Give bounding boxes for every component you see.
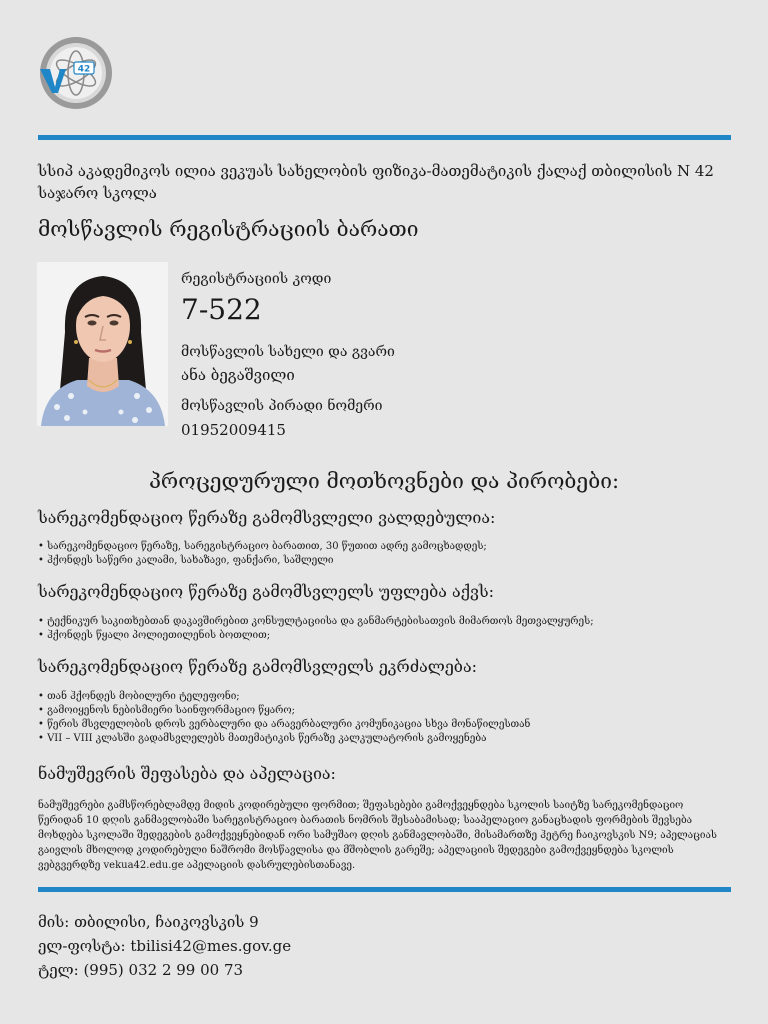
section-obligations-list [38,540,738,568]
list-item: • ჰქონდეს წყალი პოლიეთილენის ბოთლით; [38,629,738,643]
section-rights-list [38,615,738,643]
section-prohibitions-heading: სარეკომენდაციო წერაზე გამომსვლელს ეკრძალება: [38,657,477,676]
appeal-text: ნამუშევრები გამსწორებლამდე მიდის კოდირებული ფორმით; შეფასებები გამოქვეყნდება სკოლის საიტზე სარეკომენდაციო წერიდან 10 დღის განმავლობაში სარეგისტრაციო ბარათის ნომრის შესაბამისად; სააპელაციო განაცხადის ფორმების შევსება მოხდება სკოლაში შედეგების გამოქვეყნებიდან ორი სამუშაო დღის განმავლობაში, მისამართზე ჰეტრე ჩაიკოვსკის N9; აპელაციას გაივლის მხოლოდ კოდირებული ნაშრომი მოსწავლისა და მშობლის გარეშე; აპელაციის შედეგები გამოქვეყნდება სკოლის ვებგვერდზე vekua42.edu.ge აპელაციის დასრულებისთანავე. [38,800,717,871]
school-logo [36,35,116,111]
list-item: • წერის მსვლელობის დროს ვერბალური და არავერბალური კომუნიკაცია სხვა მონაწილესთან [38,718,738,732]
registration-code-label: რეგისტრაციის კოდი [181,271,332,287]
personal-number-label: მოსწავლის პირადი ნომერი [181,398,383,414]
contact-email: ელ-ფოსტა: tbilisi42@mes.gov.ge [38,937,292,955]
list-item: • VII – VIII კლასში გადამსვლელებს მათემატიკის წერაზე კალკულატორის გამოყენება [38,732,738,746]
section-prohibitions-list [38,690,738,746]
appeal-heading: ნამუშევრის შეფასება და აპელაცია: [38,764,336,783]
logo-number: 42 [77,64,91,75]
contact-address: მის: თბილისი, ჩაიკოვსკის 9 [38,913,259,931]
section-rights-heading: სარეკომენდაციო წერაზე გამომსვლელს უფლება აქვს: [38,582,494,601]
list-item: • ჰქონდეს საწერი კალამი, სახაზავი, ფანქარი, საშლელი [38,554,738,568]
bottom-divider [38,887,731,892]
personal-number: 01952009415 [181,421,286,439]
student-name: ანა ბეგაშვილი [181,366,295,384]
school-name: სსიპ აკადემიკოს ილია ვეკუას სახელობის ფიზიკა-მათემატიკის ქალაქ თბილისის N 42 საჯარო სკოლა [38,162,714,202]
page-title: მოსწავლის რეგისტრაციის ბარათი [38,217,419,241]
list-item: • სარეკომენდაციო წერაზე, სარეგისტრაციო ბარათით, 30 წუთით ადრე გამოცხადდეს; [38,540,738,554]
registration-code: 7-522 [181,293,262,326]
contact-phone: ტელ: (995) 032 2 99 00 73 [38,961,244,979]
list-item: • თან ჰქონდეს მობილური ტელეფონი; [38,690,738,704]
top-divider [38,135,731,140]
student-photo [37,262,168,426]
student-name-label: მოსწავლის სახელი და გვარი [181,344,395,360]
section-obligations-heading: სარეკომენდაციო წერაზე გამომსვლელი ვალდებულია: [38,508,496,527]
procedures-title: პროცედურული მოთხოვნები და პირობები: [148,469,620,493]
list-item: • ტექნიკურ საკითხებთან დაკავშირებით კონსულტაციისა და განმარტებისათვის მიმართოს მეთვალყურეს; [38,615,738,629]
list-item: • გამოიყენოს ნებისმიერი საინფორმაციო წყარო; [38,704,738,718]
